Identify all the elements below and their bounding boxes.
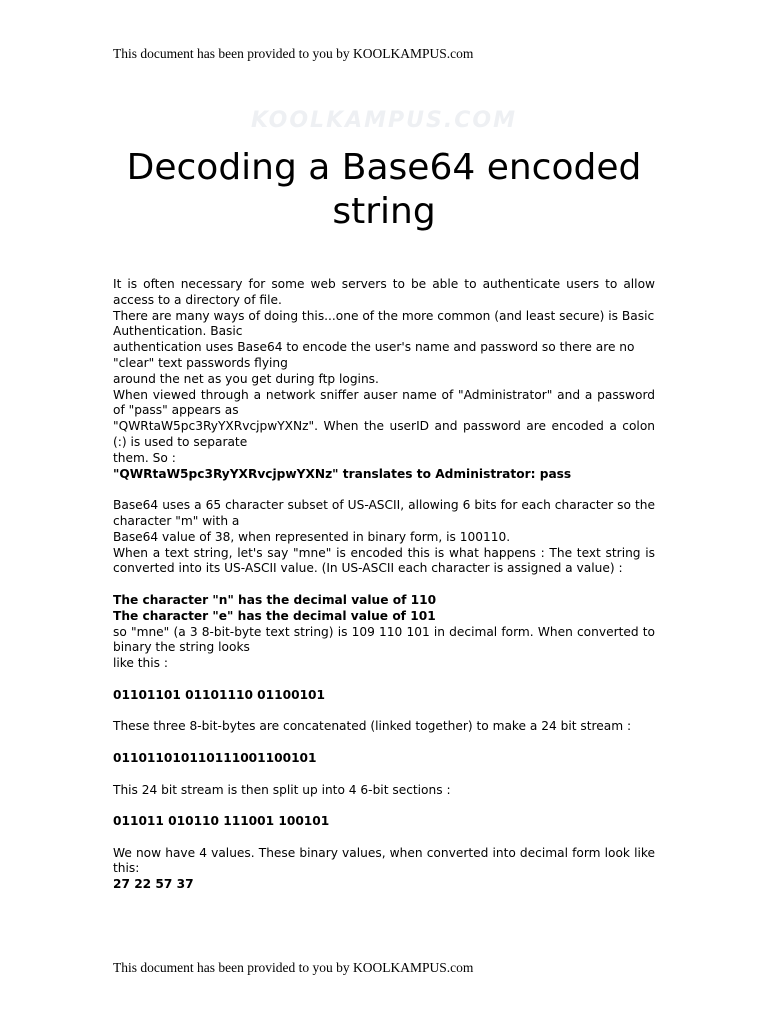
binary-value: 01101101 01101110 01100101 — [113, 687, 326, 702]
bold-statement: The character "e" has the decimal value of 101 — [113, 608, 436, 623]
paragraph: These three 8-bit-bytes are concatenated (linked together) to make a 24 bit stream : — [113, 719, 632, 734]
paragraph: so "mne" (a 3 8-bit-byte text string) is 109 110 101 in decimal form. When converted to binary the string looks — [113, 624, 655, 655]
paragraph: When viewed through a network sniffer auser name of "Administrator" and a password of "pass" appears as — [113, 387, 655, 418]
decimal-value: 27 22 57 37 — [113, 877, 194, 892]
paragraph: There are many ways of doing this...one of the more common (and least secure) is Basic Authentication. Basic — [113, 308, 655, 339]
paragraph: When a text string, let's say "mne" is encoded this is what happens : The text string is converted into its US-ASCII value. (In US-ASCII each character is assigned a value) : — [113, 545, 655, 576]
document-title: Decoding a Base64 encoded string — [126, 147, 642, 232]
paragraph: This 24 bit stream is then split up into 4 6-bit sections : — [113, 782, 451, 797]
koolkampus-watermark: KOOLKAMPUS.COM — [251, 108, 517, 133]
paragraph: Base64 value of 38, when represented in binary form, is 100110. — [113, 529, 511, 544]
bold-statement: "QWRtaW5pc3RyYXRvcjpwYXNz" translates to Administrator: pass — [113, 466, 572, 481]
paragraph: them. So : — [113, 450, 176, 465]
paragraph: Base64 uses a 65 character subset of US-ASCII, allowing 6 bits for each character so the character "m" with a — [113, 498, 655, 528]
binary-value: 011011 010110 111001 100101 — [113, 814, 330, 829]
document-body — [113, 277, 655, 893]
header-note: This document has been provided to you by KOOLKAMPUS.com — [113, 46, 474, 61]
footer-note: This document has been provided to you by KOOLKAMPUS.com — [113, 960, 474, 975]
bold-statement: The character "n" has the decimal value of 110 — [113, 592, 437, 607]
paragraph: authentication uses Base64 to encode the user's name and password so there are no "clear" text passwords flying — [113, 340, 635, 370]
paragraph: It is often necessary for some web servers to be able to authenticate users to allow access to a directory of file. — [113, 277, 655, 307]
paragraph: like this : — [113, 656, 168, 671]
paragraph: around the net as you get during ftp logins. — [113, 371, 379, 386]
paragraph: We now have 4 values. These binary values, when converted into decimal form look like this: — [113, 845, 655, 876]
binary-value: 011011010110111001100101 — [113, 750, 317, 765]
paragraph: "QWRtaW5pc3RyYXRvcjpwYXNz". When the userID and password are encoded a colon (:) is used to separate — [113, 419, 655, 449]
